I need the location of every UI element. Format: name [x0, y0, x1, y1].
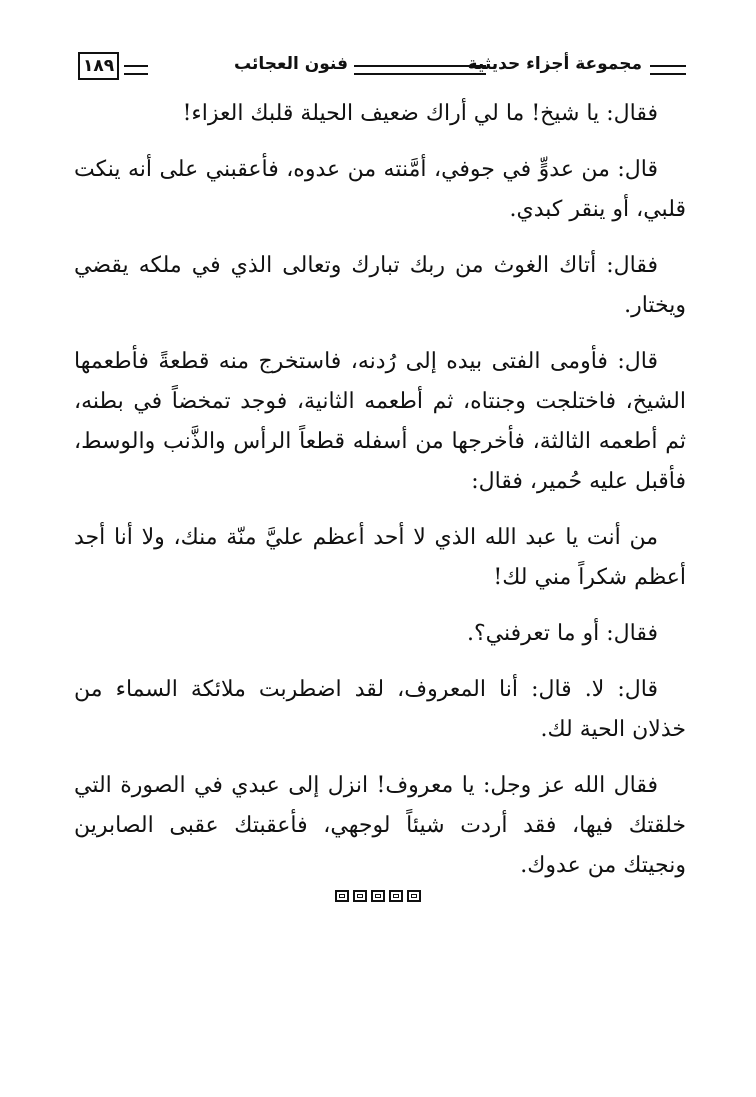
header-rule-right	[650, 65, 686, 75]
header-rule-middle	[354, 65, 486, 75]
section-end-ornament	[0, 890, 756, 902]
running-header	[72, 50, 686, 84]
paragraph: فقال: يا شيخ! ما لي أراك ضعيف الحيلة قلبك العزاء!	[182, 101, 658, 126]
ornament-square-icon	[371, 890, 385, 902]
ornament-square-icon	[407, 890, 421, 902]
paragraph: قال: لا. قال: أنا المعروف، لقد اضطربت ملائكة السماء من خذلان الحية لك.	[74, 677, 686, 742]
paragraph: من أنت يا عبد الله الذي لا أحد أعظم عليَّ منّة منك، ولا أنا أجد أعظم شكراً مني لك!	[74, 525, 686, 590]
ornament-square-icon	[335, 890, 349, 902]
page-number: ١٨٩	[78, 52, 119, 80]
ornament-square-icon	[353, 890, 367, 902]
paragraph: قال: فأومى الفتى بيده إلى رُدنه، فاستخرج منه قطعةً فأطعمها الشيخ، فاختلجت وجنتاه، ثم أطعمه الثانية، فوجد تمخضاً في بطنه، ثم أطعمه الثالثة، فأخرجها من أسفله قطعاً الرأس والذَّنب والوسط، فأقبل عليه حُمير، فقال:	[74, 349, 686, 494]
header-rule-left	[124, 65, 148, 75]
book-title: مجموعة أجزاء حديثية	[464, 54, 646, 74]
section-title: فنون العجائب	[230, 54, 352, 74]
paragraph: فقال: أو ما تعرفني؟.	[467, 621, 658, 646]
page-body	[74, 94, 686, 902]
paragraph: قال: من عدوٍّ في جوفي، أمَّنته من عدوه، فأعقبني على أنه ينكت قلبي، أو ينقر كبدي.	[74, 157, 686, 222]
paragraph: فقال الله عز وجل: يا معروف! انزل إلى عبدي في الصورة التي خلقتك فيها، فقد أردت شيئاً لوجهي، فأعقبتك عقبى الصابرين ونجيتك من عدوك.	[74, 773, 686, 878]
ornament-square-icon	[389, 890, 403, 902]
paragraph: فقال: أتاك الغوث من ربك تبارك وتعالى الذي في ملكه يقضي ويختار.	[74, 253, 686, 318]
